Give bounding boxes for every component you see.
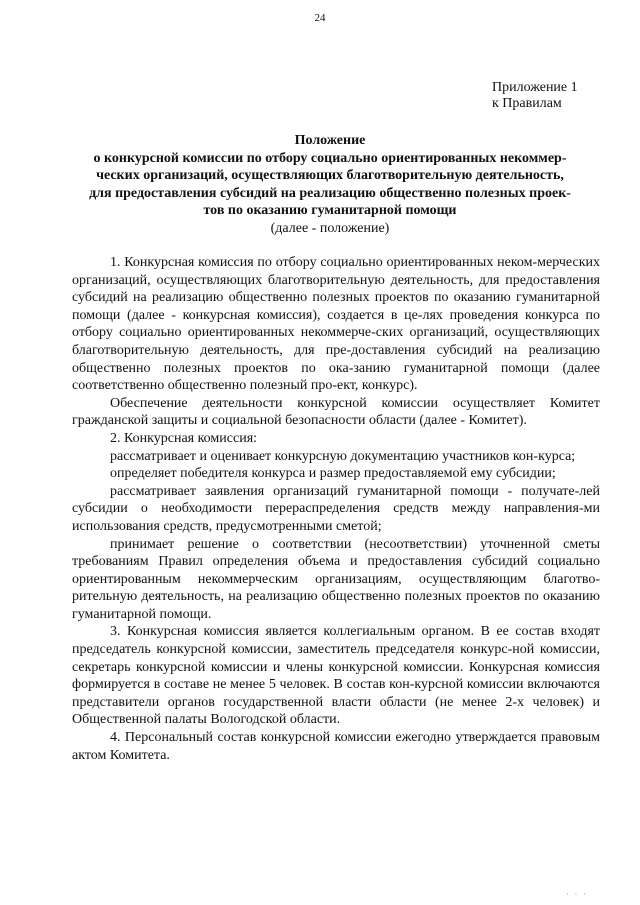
title-line-4: тов по оказанию гуманитарной помощи [203,203,457,219]
title-line-2: ческих организаций, осуществляющих благотворительную деятельность, [96,168,564,184]
appendix-line-2: к Правилам [492,96,562,111]
title-subtitle: (далее - положение) [270,220,390,236]
paragraph-5: определяет победителя конкурса и размер предоставляемой ему субсидии; [110,466,556,482]
page-number: 24 [314,12,326,24]
paragraph-3: 2. Конкурсная комиссия: [110,430,258,446]
paragraph-7: принимает решение о соответствии (несоответствии) уточненной сметы требованиям Правил определения объема и предоставления субсидий социально ориентированным некоммерческим организациям, осуществляющим благотво-рительную деятельность, на реализацию общественно полезных проектов по оказанию гуманитарной помощи. [72,536,600,622]
appendix-reference [492,80,578,112]
paragraph-6: рассматривает заявления организаций гуманитарной помощи - получате-лей субсидии о необходимости перераспределения средств между направления-ми использования средств, предусмотренными сметой; [72,483,600,534]
paragraph-2: Обеспечение деятельности конкурсной комиссии осуществляет Комитет гражданской защиты и социальной безопасности области (далее - Комитет). [72,395,600,429]
title-line-3: для предоставления субсидий на реализацию общественно полезных проек- [89,185,571,201]
scan-corner-mark: · · · [566,890,588,899]
paragraph-8: 3. Конкурсная комиссия является коллегиальным органом. В ее состав входят председатель конкурсной комиссии, заместитель председателя конкурс-ной комиссии, секретарь конкурсной комиссии и члены конкурсной комиссии. Конкурсная комиссия формируется в составе не менее 5 человек. В состав кон-курсной комиссии включаются представители органов государственной власти области (не менее 2-х человек) и Общественной палаты Вологодской области. [72,624,600,728]
document-title-block [60,132,600,238]
document-body [72,254,600,764]
paragraph-9: 4. Персональный состав конкурсной комиссии ежегодно утверждается правовым актом Комитета. [72,730,600,763]
document-heading: Положение [294,133,366,148]
paragraph-1: 1. Конкурсная комиссия по отбору социально ориентированных неком-мерческих организаций, осуществляющих благотворительную деятельность, для предоставления субсидий на реализацию общественно полезных проектов по оказанию гуманитарной помощи (далее - конкурсная комиссия), создается в це-лях проведения конкурса по отбору социально ориентированных некоммерче-ских организаций, осуществляющих благотворительную деятельность, для пре-доставления субсидий на реализацию общественно полезных проектов по ока-занию гуманитарной помощи (далее соответственно общественно полезный про-ект, конкурс). [72,255,600,394]
paragraph-4: рассматривает и оценивает конкурсную документацию участников кон-курса; [110,448,576,464]
appendix-line-1: Приложение 1 [492,80,578,95]
title-line-1: о конкурсной комиссии по отбору социально ориентированных некоммер- [93,150,567,166]
